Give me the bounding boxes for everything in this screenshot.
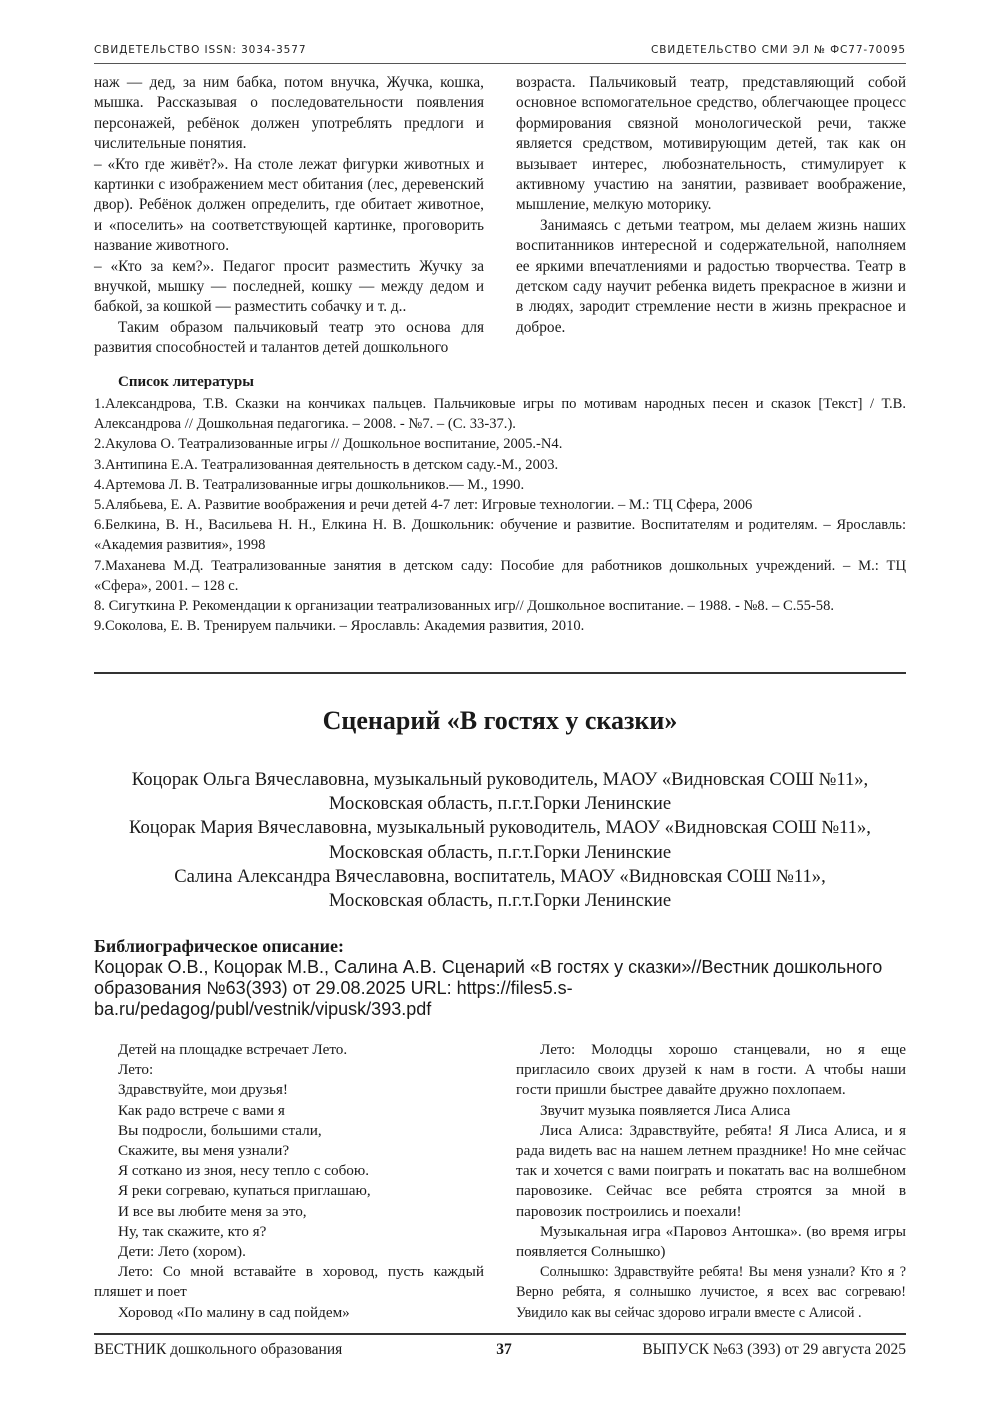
script-line: Я реки согреваю, купаться приглашаю,	[118, 1182, 371, 1200]
article-title: Сценарий «В гостях у сказки»	[322, 706, 678, 735]
script-line: Я соткано из зноя, несу тепло с собою.	[118, 1162, 370, 1180]
bibliography-item: 6.Белкина, В. Н., Васильева Н. Н., Елкина Н. В. Дошкольник: обучение и развитие. Воспитателям и родителям. – Ярославль: «Академия развития», 1998	[94, 517, 906, 554]
paragraph: – «Кто за кем?». Педагог просит разместить Жучку за внучкой, мышку — последней, кошку — между дедом и бабкой, за кошкой — разместить собачку и т. д..	[94, 257, 484, 316]
top-right-column	[516, 73, 906, 359]
section-divider	[94, 672, 906, 674]
paragraph: Занимаясь с детьми театром, мы делаем жизнь наших воспитанников интересной и содержательной, наполняем ее яркими впечатлениями и радостью творчества. Театр в детском саду научит ребенка видеть прекрасное в жизни и в людях, зародит стремление нести в жизнь прекрасное и доброе.	[516, 216, 906, 336]
header-rule	[94, 63, 906, 64]
bibliography-item: 2.Акулова О. Театрализованные игры // Дошкольное воспитание, 2005.-N4.	[94, 436, 563, 453]
author-line: Коцорак Мария Вячеславовна, музыкальный руководитель, МАОУ «Видновская СОШ №11»,	[129, 817, 871, 839]
author-line: Московская область, п.г.т.Горки Ленинские	[328, 793, 672, 815]
bibliography-heading: Список литературы	[118, 374, 254, 390]
page-footer	[94, 1341, 906, 1363]
page-number: 37	[496, 1341, 512, 1358]
bibliography-item: 5.Алябьева, Е. А. Развитие воображения и речи детей 4-7 лет: Игровые технологии. – М.: ТЦ Сфера, 2006	[94, 497, 753, 514]
author-line: Салина Александра Вячеславовна, воспитатель, МАОУ «Видновская СОШ №11»,	[174, 865, 826, 887]
bibliographic-label: Библиографическое описание:	[94, 936, 344, 956]
bibliography-item: 3.Антипина Е.А. Театрализованная деятельность в детском саду.-М., 2003.	[94, 456, 559, 473]
script-line: Детей на площадке встречает Лето.	[118, 1041, 348, 1058]
script-line: Здравствуйте, мои друзья!	[118, 1081, 288, 1099]
header-issn: СВИДЕТЕЛЬСТВО ISSN: 3034-3577	[94, 44, 307, 56]
author-line: Московская область, п.г.т.Горки Ленинские	[328, 841, 672, 863]
script-line: Ну, так скажите, кто я?	[118, 1222, 267, 1240]
script-paragraph: Лето: Молодцы хорошо станцевали, но я еще пригласило своих друзей к нам в гости. А чтобы наши гости пришли быстрее давайте дружно похлопаем.	[516, 1041, 906, 1099]
top-columns	[94, 73, 906, 359]
script-paragraph: Звучит музыка появляется Лиса Алиса	[540, 1101, 791, 1119]
footer-issue: ВЫПУСК №63 (393) от 29 августа 2025	[642, 1341, 906, 1358]
footer-rule	[94, 1333, 906, 1335]
script-line: Как радо встрече с вами я	[118, 1101, 285, 1119]
page-header	[94, 44, 906, 56]
footer-journal: ВЕСТНИК дошкольного образования	[94, 1341, 343, 1358]
script-line: Лето: Со мной вставайте в хоровод, пусть каждый пляшет и поет	[94, 1263, 484, 1301]
script-line: Дети: Лето (хором).	[118, 1243, 246, 1261]
script-line: Хоровод «По малину в сад пойдем»	[118, 1303, 350, 1321]
bottom-right-column	[516, 1040, 906, 1323]
bibliographic-description	[94, 936, 906, 1020]
script-paragraph: Солнышко: Здравствуйте ребята! Вы меня узнали? Кто я ? Верно ребята, я солнышко лучистое, я всех вас согреваю! Увидило как вы сейчас здорово играли вместе с Алисой .	[516, 1264, 906, 1321]
author-line: Московская область, п.г.т.Горки Ленинские	[328, 890, 672, 912]
script-line: Скажите, вы меня узнали?	[118, 1142, 290, 1160]
script-line: Вы подросли, большими стали,	[118, 1121, 322, 1139]
author-line: Коцорак Ольга Вячеславовна, музыкальный руководитель, МАОУ «Видновская СОШ №11»,	[131, 769, 869, 790]
bibliography-item: 1.Александрова, Т.В. Сказки на кончиках пальцев. Пальчиковые игры по мотивам народных песен и сказок [Текст] / Т.В. Александрова // Дошкольная педагогика. – 2008. - №7. – (С. 33-37.).	[94, 396, 906, 433]
script-paragraph: Лиса Алиса: Здравствуйте, ребята! Я Лиса Алиса, и я рада видеть вас на нашем летнем празднике! Но мне сейчас так и хочется с вами поиграть и покатать вас на волшебном паровозике. Сейчас все ребята строятся за мной в паровозик построились и поехали!	[516, 1121, 906, 1220]
script-line: И все вы любите меня за это,	[118, 1202, 307, 1220]
bibliography-list	[94, 394, 906, 636]
bottom-left-column	[94, 1040, 484, 1323]
paragraph: – «Кто где живёт?». На столе лежат фигурки животных и картинки с изображением мест обитания (лес, деревенский двор). Ребёнок должен определить, где обитает животное, и «поселить» на соответствующей картинке, проговорить название животного.	[94, 155, 484, 255]
script-paragraph: Музыкальная игра «Паровоз Антошка». (во время игры появляется Солнышко)	[516, 1222, 906, 1261]
paragraph: Таким образом пальчиковый театр это основа для развития способностей и талантов детей дошкольного	[94, 318, 484, 357]
paragraph: наж — дед, за ним бабка, потом внучка, Жучка, кошка, мышка. Рассказывая о последовательности появления персонажей, ребёнок должен употреблять предлоги и числительные понятия.	[94, 74, 484, 153]
paragraph: возраста. Пальчиковый театр, представляющий собой основное вспомогательное средство, облегчающее процесс формирования связной монологической речи, также является средством, мотивирующим детей, так как он вызывает интерес, любознательность, стимулирует к активному участию на занятии, развивает воображение, мышление, мелкую моторику.	[516, 74, 906, 214]
top-left-column	[94, 73, 484, 359]
bottom-columns	[94, 1040, 906, 1323]
header-smi: СВИДЕТЕЛЬСТВО СМИ ЭЛ № ФС77-70095	[651, 44, 906, 56]
bibliography-item: 4.Артемова Л. В. Театрализованные игры дошкольников.— М., 1990.	[94, 476, 525, 493]
bibliography-item: 7.Маханева М.Д. Театрализованные занятия в детском саду: Пособие для работников дошкольных учреждений. – М.: ТЦ «Сфера», 2001. – 128 с.	[94, 557, 906, 594]
bibliography-item: 9.Соколова, Е. В. Тренируем пальчики. – Ярославль: Академия развития, 2010.	[94, 618, 585, 635]
author-list	[94, 768, 906, 913]
bibliography-item: 8. Сигуткина Р. Рекомендации к организации театрализованных игр// Дошкольное воспитание. – 1988. - №8. – С.55-58.	[94, 598, 835, 615]
bibliographic-text: Коцорак О.В., Коцорак М.В., Салина А.В. Сценарий «В гостях у сказки»//Вестник дошкольного образования №63(393) от 29.08.2025 URL: https://files5.s-ba.ru/pedagog/publ/vestnik/vipusk/393.pdf	[94, 957, 883, 1019]
script-line: Лето:	[118, 1061, 154, 1079]
